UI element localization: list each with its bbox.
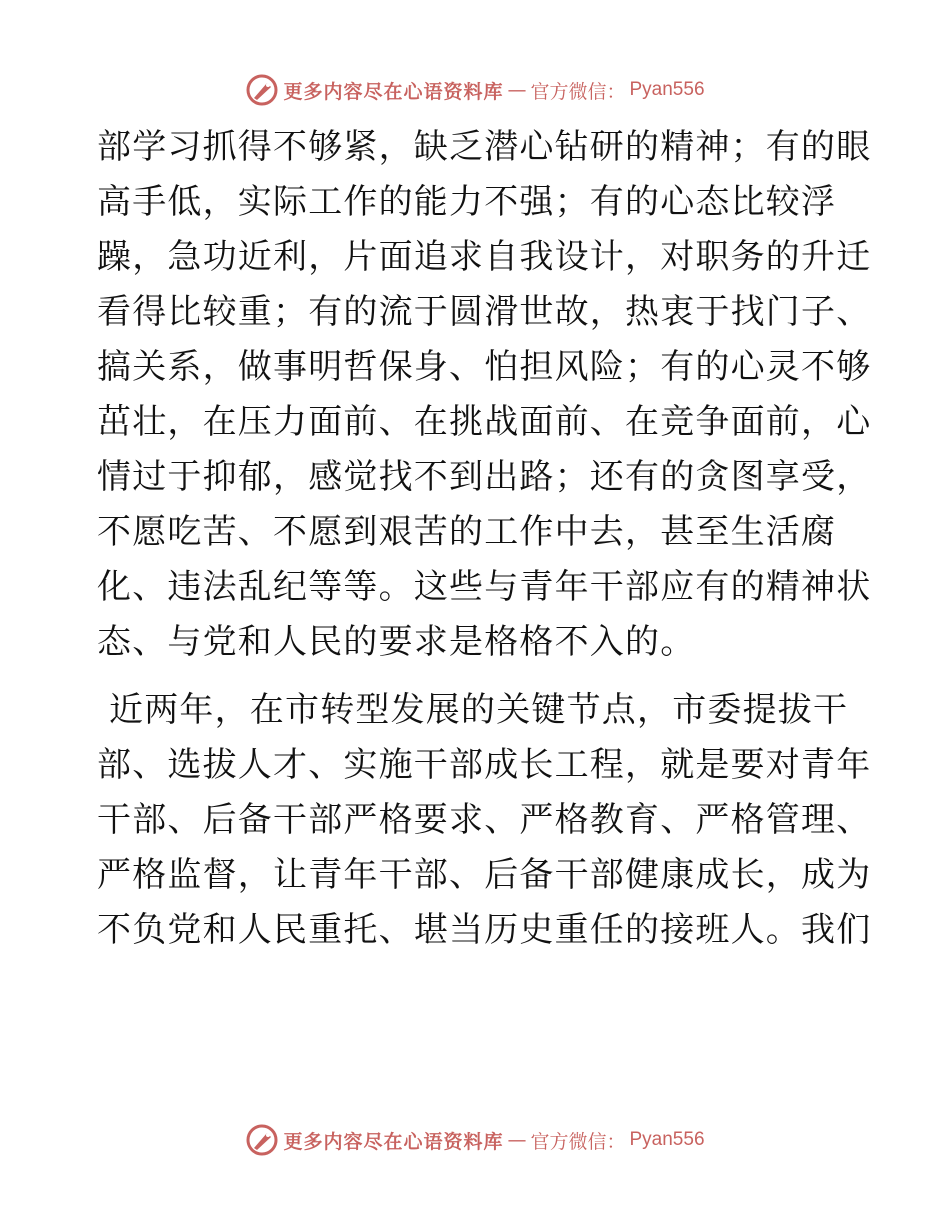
banner-text: 更多内容尽在心语资料库 [283, 80, 504, 103]
text-line: 搞关系，做事明哲保身、怕担风险；有的心灵不够 [97, 347, 872, 387]
banner-brand: 官方微信： [530, 80, 626, 103]
text-line: 部、选拔人才、实施干部成长工程，就是要对青年 [97, 745, 872, 785]
header-watermark-banner [0, 70, 950, 110]
text-line: 不负党和人民重托、堪当历史重任的接班人。我们 [97, 910, 872, 950]
text-line: 高手低，实际工作的能力不强；有的心态比较浮 [97, 182, 837, 222]
text-line: 茁壮，在压力面前、在挑战面前、在竞争面前，心 [97, 402, 872, 442]
banner-wechat-id: Pyan556 [629, 1129, 705, 1150]
banner-text: 更多内容尽在心语资料库 [283, 1130, 504, 1153]
pen-nib-circle-icon [245, 1123, 279, 1157]
paragraph-2 [97, 683, 872, 958]
paragraph-gap [97, 670, 857, 683]
banner-dash: — [507, 1129, 527, 1151]
footer-watermark-banner [0, 1120, 950, 1160]
text-line: 化、违法乱纪等等。这些与青年干部应有的精神状 [97, 567, 872, 607]
banner-brand: 官方微信： [530, 1130, 626, 1153]
text-line: 态、与党和人民的要求是格格不入的。 [97, 622, 696, 662]
text-line: 部学习抓得不够紧，缺乏潜心钻研的精神；有的眼 [97, 127, 872, 167]
text-line: 严格监督，让青年干部、后备干部健康成长，成为 [97, 855, 872, 895]
banner-wechat-id: Pyan556 [629, 79, 705, 100]
text-line: 干部、后备干部严格要求、严格教育、严格管理、 [97, 800, 872, 840]
text-line: 躁，急功近利，片面追求自我设计，对职务的升迁 [97, 237, 872, 277]
text-line: 看得比较重；有的流于圆滑世故，热衷于找门子、 [97, 292, 872, 332]
text-line: 情过于抑郁，感觉找不到出路；还有的贪图享受， [97, 457, 872, 497]
banner-dash: — [507, 79, 527, 101]
paragraph-1 [97, 120, 872, 670]
pen-nib-circle-icon [245, 73, 279, 107]
document-body [97, 120, 872, 958]
text-line: 不愿吃苦、不愿到艰苦的工作中去，甚至生活腐 [97, 512, 837, 552]
text-line: 近两年，在市转型发展的关键节点，市委提拔干 [97, 690, 849, 730]
